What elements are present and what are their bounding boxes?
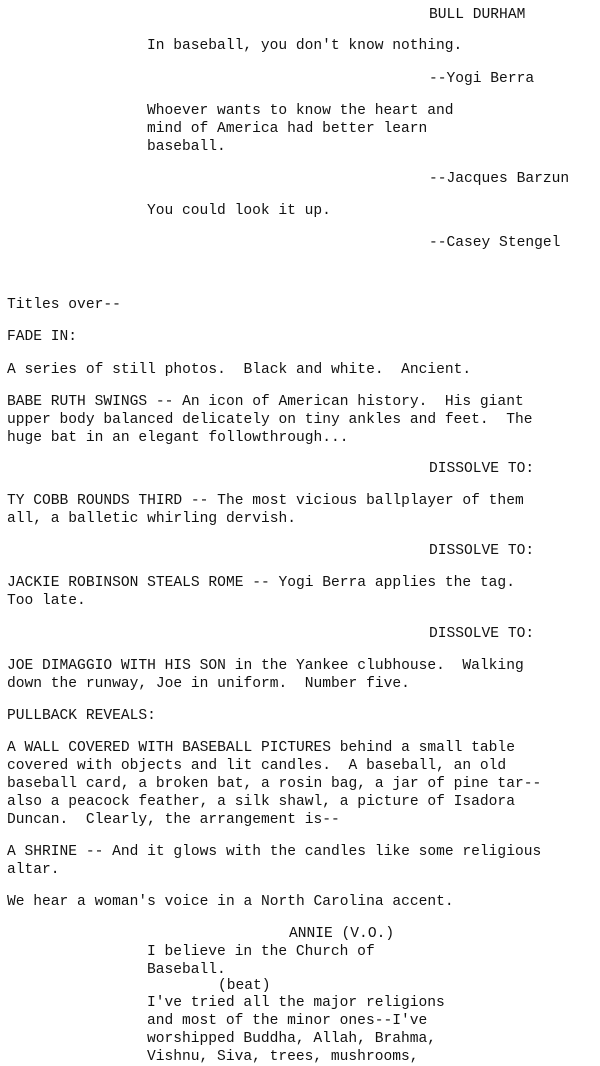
action-line: also a peacock feather, a silk shawl, a picture of Isadora xyxy=(7,794,515,810)
action-line: Too late. xyxy=(7,593,86,609)
epigraph-quote-line: In baseball, you don't know nothing. xyxy=(147,38,463,54)
action-line: A WALL COVERED WITH BASEBALL PICTURES behind a small table xyxy=(7,740,515,756)
action-line: JOE DIMAGGIO WITH HIS SON in the Yankee clubhouse. Walking xyxy=(7,658,524,674)
action-line: BABE RUTH SWINGS -- An icon of American history. His giant xyxy=(7,394,524,410)
action-line: JACKIE ROBINSON STEALS ROME -- Yogi Berra applies the tag. xyxy=(7,575,515,591)
epigraph-attribution: --Yogi Berra xyxy=(429,71,535,87)
dialogue-line: I've tried all the major religions xyxy=(147,995,445,1011)
epigraph-attribution: --Casey Stengel xyxy=(429,235,561,251)
dialogue-line: and most of the minor ones--I've xyxy=(147,1013,428,1029)
action-line: down the runway, Joe in uniform. Number five. xyxy=(7,676,410,692)
action-line: Duncan. Clearly, the arrangement is-- xyxy=(7,812,340,828)
action-line: upper body balanced delicately on tiny ankles and feet. The xyxy=(7,412,533,428)
action-line: TY COBB ROUNDS THIRD -- The most vicious ballplayer of them xyxy=(7,493,524,509)
epigraph-quote-line: You could look it up. xyxy=(147,203,331,219)
character-name: ANNIE (V.O.) xyxy=(289,926,395,942)
epigraph-quote-line: Whoever wants to know the heart and xyxy=(147,103,454,119)
action-line: A series of still photos. Black and white. Ancient. xyxy=(7,362,472,378)
action-line: We hear a woman's voice in a North Carolina accent. xyxy=(7,894,454,910)
scene-transition: DISSOLVE TO: xyxy=(429,461,535,477)
action-line: baseball card, a broken bat, a rosin bag, a jar of pine tar-- xyxy=(7,776,542,792)
action-line: covered with objects and lit candles. A baseball, an old xyxy=(7,758,507,774)
dialogue-line: I believe in the Church of xyxy=(147,944,375,960)
action-line: Titles over-- xyxy=(7,297,121,313)
parenthetical: (beat) xyxy=(218,978,271,994)
dialogue-line: worshipped Buddha, Allah, Brahma, xyxy=(147,1031,437,1047)
epigraph-quote-line: mind of America had better learn xyxy=(147,121,428,137)
action-line: altar. xyxy=(7,862,60,878)
scene-transition: DISSOLVE TO: xyxy=(429,543,535,559)
scene-transition: FADE IN: xyxy=(7,329,78,345)
action-line: A SHRINE -- And it glows with the candles like some religious xyxy=(7,844,542,860)
action-line: all, a balletic whirling dervish. xyxy=(7,511,297,527)
dialogue-line: Baseball. xyxy=(147,962,226,978)
scene-transition: PULLBACK REVEALS: xyxy=(7,708,156,724)
dialogue-line: Vishnu, Siva, trees, mushrooms, xyxy=(147,1049,419,1065)
screenplay-title: BULL DURHAM xyxy=(429,7,526,23)
scene-transition: DISSOLVE TO: xyxy=(429,626,535,642)
epigraph-quote-line: baseball. xyxy=(147,139,226,155)
action-line: huge bat in an elegant followthrough... xyxy=(7,430,349,446)
epigraph-attribution: --Jacques Barzun xyxy=(429,171,570,187)
